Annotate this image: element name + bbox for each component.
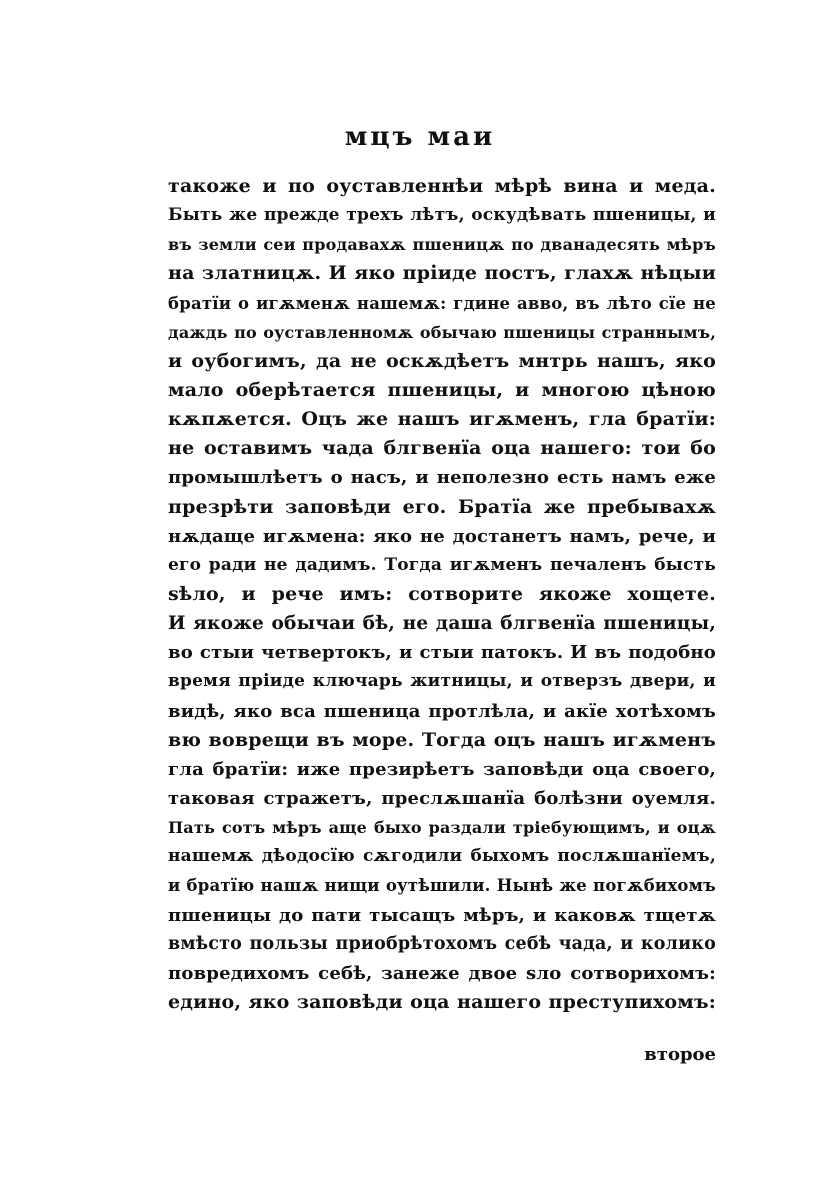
text-line: и братїю нашѫ нищи оутѣшили. Нынѣ же погѫбихомъ — [168, 876, 716, 896]
text-line: гла братїи: иже презирѣетъ заповѣди оца своего, — [168, 758, 716, 780]
text-line: промышлѣетъ о насъ, и неполезно есть намъ еже — [168, 467, 716, 489]
text-line: время пріиде ключарь житницы, и отверзъ двери, и — [168, 671, 716, 692]
text-line: нѫдаще игѫмена: яко не достанетъ намъ, рече, и — [168, 525, 716, 547]
text-line: не оставимъ чада блгвенїа оца нашего: тои бо — [168, 437, 716, 460]
text-line: на златницѫ. И яко пріиде постъ, глахѫ нѣцыи — [168, 262, 716, 285]
text-line: братїи о игѫменѫ нашемѫ: гдине авво, въ лѣто сїе не — [168, 293, 716, 313]
text-line: кѫпѫется. Оцъ же нашъ игѫменъ, гла братїи: — [168, 408, 716, 431]
text-line: Быть же прежде трехъ лѣтъ, оскудѣвать пшеницы, и — [168, 205, 716, 226]
catchword: второе — [644, 1044, 716, 1065]
text-line: въ земли сеи продавахѫ пшеницѫ по дванадесять мѣръ — [168, 235, 716, 255]
running-header: мцъ маи — [344, 122, 496, 152]
text-line: мало оберѣтается пшеницы, и многою цѣною — [168, 378, 716, 401]
text-line: презрѣти заповѣди его. Братїа же пребывахѫ — [168, 495, 716, 518]
text-line: ѕѣло, и рече имъ: сотворите якоже хощете. — [168, 582, 716, 605]
text-line: такоже и по оуставленнѣи мѣрѣ вина и меда. — [168, 175, 716, 197]
body-text — [168, 172, 716, 1017]
text-line: даждь по оуставленномѫ обычаю пшеницы страннымъ, — [168, 322, 716, 342]
text-line: и оубогимъ, да не оскѫдѣетъ мнтрь нашъ, яко — [168, 349, 716, 372]
text-line: пшеницы до пати тысащъ мѣръ, и каковѫ тщетѫ — [168, 904, 716, 926]
text-line: его ради не дадимъ. Тогда игѫменъ печаленъ бысть — [168, 554, 716, 575]
text-line: таковая стражетъ, преслѫшанїа болѣзни оуемля. — [168, 787, 716, 809]
text-line: вмѣсто пользы приобрѣтохомъ себѣ чада, и колико — [168, 933, 716, 954]
text-line: вю воврещи въ море. Тогда оцъ нашъ игѫменъ — [168, 728, 716, 751]
text-line: едино, яко заповѣди оца нашего преступихомъ: — [168, 990, 716, 1013]
text-line: повредихомъ себѣ, занеже двое ѕло сотворихомъ: — [168, 962, 716, 984]
text-line: во стыи четвертокъ, и стыи патокъ. И въ подобно — [168, 642, 716, 664]
text-line: И якоже обычаи бѣ, не даша блгвенїа пшеницы, — [168, 613, 716, 635]
text-line: нашемѫ дѣодосїю сѫгодили быхомъ послѫшанїемъ, — [168, 846, 716, 867]
text-line: Пать сотъ мѣръ аще быхо раздали тріебующимъ, и оцѫ — [168, 818, 716, 838]
text-line: видѣ, яко вса пшеница протлѣла, и акїе хотѣхомъ — [168, 700, 716, 722]
